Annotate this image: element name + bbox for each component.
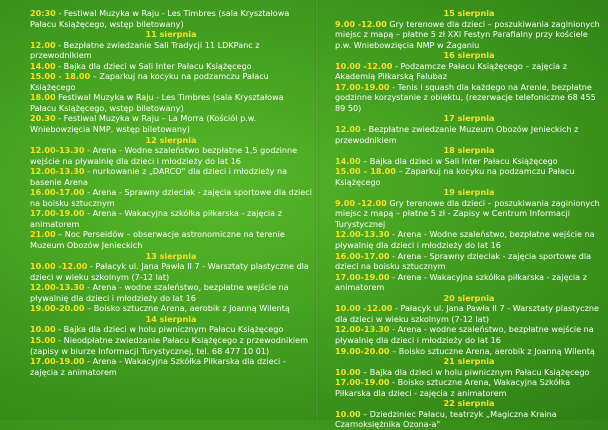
event-description: - nurkowanie z „DARCO" dla dzieci i młodzieży na basenie Arena bbox=[30, 166, 288, 187]
day-heading: 19 sierpnia bbox=[443, 187, 495, 198]
event-entry bbox=[335, 377, 603, 398]
event-time: 9.00 -12.00 bbox=[335, 197, 387, 208]
event-time: 9.00 -12.00 bbox=[335, 18, 387, 29]
event-description: – Noc Perseidów – obserwacje astronomiczne na terenie Muzeum Obozów Jenieckich bbox=[30, 229, 285, 251]
event-time: 12.00 bbox=[30, 39, 56, 50]
event-entry bbox=[30, 40, 312, 61]
event-entry bbox=[30, 113, 312, 134]
event-entry bbox=[335, 198, 603, 230]
event-time: 16.00-17.00 bbox=[30, 187, 85, 198]
event-description: - Bezpłatne zwiedzanie Sali Tradycji 11 LDKPanc z przewodnikiem bbox=[30, 39, 260, 61]
event-entry bbox=[335, 82, 603, 114]
event-time: 17.00-19.00 bbox=[335, 81, 390, 92]
event-description: - Arena - Sprawny dzieciak - zajęcia sportowe dla dzieci na boisku sztucznym bbox=[335, 250, 592, 272]
event-description: - Arena - Wakacyjna szkółka piłkarska - zajęcia z animatorem bbox=[30, 208, 282, 229]
event-time: 10.00 -12.00 bbox=[30, 261, 88, 272]
event-time: 14.00 bbox=[335, 155, 361, 166]
event-entry bbox=[335, 61, 603, 82]
event-time: 17.00-19.00 bbox=[30, 356, 85, 367]
event-entry bbox=[335, 19, 603, 51]
event-time: 19.00-20.00 bbox=[30, 303, 85, 314]
event-description: Gry terenowe dla dzieci – poszukiwania zaginionych miejsc z mapą – płatne 5 zł - Zapisy w Centrum Informacji Turystycznej bbox=[335, 197, 600, 229]
event-description: – Boisko sztuczne Arena, aerobik z Joanną Wilentą bbox=[389, 345, 595, 356]
event-entry bbox=[30, 282, 312, 303]
event-entry bbox=[30, 145, 312, 166]
event-entry bbox=[30, 324, 312, 335]
event-description: - Bajka dla dzieci w Sali Inter Pałacu Książęcego bbox=[55, 60, 252, 71]
event-entry bbox=[30, 8, 312, 29]
event-entry bbox=[30, 187, 312, 208]
day-heading: 14 sierpnia bbox=[145, 313, 197, 324]
event-description: - Podzamcze Pałacu Książęcego – zajęcia z Akademią Piłkarską Falubaz bbox=[335, 60, 567, 82]
event-entry bbox=[30, 335, 312, 356]
event-description: - Nieodpłatne zwiedzanie Pałacu Książęcego z przewodnikiem (zapisy w biurze Informacji Turystycznej, tel. 68 477 10 01) bbox=[30, 334, 309, 356]
event-time: 10.00 -12.00 bbox=[335, 303, 393, 314]
event-description: - Bezpłatne zwiedzanie Muzeum Obozów Jenieckich z przewodnikiem bbox=[335, 124, 579, 145]
event-entry bbox=[30, 303, 312, 314]
event-entry bbox=[30, 261, 312, 282]
event-description: - Arena - Wakacyjna Szkółka Piłkarska dla dzieci - zajęcia z animatorem bbox=[30, 356, 286, 377]
day-heading: 20 sierpnia bbox=[443, 292, 495, 303]
day-heading: 12 sierpnia bbox=[145, 134, 197, 145]
event-entry bbox=[30, 208, 312, 229]
event-time: 16.00-17.00 bbox=[335, 250, 390, 261]
event-description: – Zaparkuj na kocyku na podzamczu Pałacu Książęcego bbox=[335, 166, 575, 187]
event-entry bbox=[30, 356, 312, 377]
event-entry bbox=[335, 346, 603, 357]
event-entry bbox=[30, 229, 312, 250]
event-entry bbox=[335, 156, 603, 167]
event-time: 12.00-13.30 bbox=[335, 324, 390, 335]
event-time: 14.00 bbox=[30, 60, 56, 71]
event-time: 17.00-19.00 bbox=[30, 208, 85, 219]
event-description: - Festiwal Muzyka w Raju – La Morra (Kościół p.w. Wniebowzięcia NMP, wstęp biletowany) bbox=[30, 113, 257, 135]
event-description: - Arena - Sprawny dzieciak - zajęcia sportowe dla dzieci na boisku sztucznym bbox=[30, 187, 312, 208]
event-time: 10.00 -12.00 bbox=[335, 60, 393, 71]
event-time: 17.00-19.00 bbox=[335, 377, 390, 388]
event-entry bbox=[335, 303, 603, 324]
event-description: – Bajka dla dzieci w holu piwnicznym Pałacu Książęcego bbox=[360, 366, 590, 377]
day-heading: 17 sierpnia bbox=[443, 113, 495, 124]
event-description: - Pałacyk ul. Jana Pawła II 7 - Warsztaty plastyczne dla dzieci w wieku szkolnym (7-12 lat) bbox=[335, 303, 599, 324]
event-time: 19.00-20.00 bbox=[335, 345, 390, 356]
event-time: 12.00-13.30 bbox=[30, 145, 85, 156]
page-fold-divider bbox=[315, 0, 319, 420]
event-time: 15.00 – 18.00 bbox=[335, 166, 396, 177]
event-entry bbox=[335, 166, 603, 187]
event-time: 10.00 bbox=[30, 324, 56, 335]
event-entry bbox=[335, 409, 603, 430]
event-description: - Festiwal Muzyka w Raju - Les Timbres (sala Kryształowa Pałacu Książęcego, wstęp biletowany) bbox=[30, 8, 290, 29]
event-description: - Arena - Wodne szaleństwo, bezpłatne wejście na pływalnię dla dzieci i młodzieży do lat 16 bbox=[335, 229, 595, 251]
day-heading: 22 sierpnia bbox=[443, 398, 495, 409]
event-description: – Zaparkuj na kocyku na podzamczu Pałacu Książęcego bbox=[30, 71, 269, 92]
event-time: 12.00 bbox=[335, 124, 361, 135]
event-entry bbox=[335, 124, 603, 145]
event-entry bbox=[30, 166, 312, 187]
event-description: - Tenis i squash dla każdego na Arenie, bezpłatne godzinne korzystanie z obiektu, (rezerwacje telefoniczne 68 455 89 50) bbox=[335, 81, 596, 113]
event-description: – Bajka dla dzieci w Sali Inter Pałacu Książęcego bbox=[360, 155, 558, 166]
event-time: 21.00 bbox=[30, 229, 56, 240]
day-heading: 13 sierpnia bbox=[145, 250, 197, 261]
event-entry bbox=[335, 272, 603, 293]
event-description: - Pałacyk ul. Jana Pawła II 7 - Warsztaty plastyczne dla dzieci w wieku szkolnym (7-12 lat) bbox=[30, 261, 309, 282]
event-description: - Arena - Wakacyjna szkółka piłkarska - zajęcia z animatorem bbox=[335, 271, 587, 293]
event-entry bbox=[335, 367, 603, 378]
day-heading: 18 sierpnia bbox=[443, 145, 495, 156]
event-time: 10.00 bbox=[335, 408, 361, 419]
day-heading: 11 sierpnia bbox=[145, 29, 197, 40]
event-description: - Arena - Wodne szaleństwo bezpłatne 1,5 godzinne wejście na pływalnię dla dzieci i młodzieży do lat 16 bbox=[30, 145, 298, 166]
day-heading: 21 sierpnia bbox=[443, 356, 495, 367]
day-heading: 15 sierpnia bbox=[443, 8, 495, 18]
event-time: 12.00-13.30 bbox=[30, 282, 85, 293]
event-entry bbox=[30, 71, 312, 92]
event-time: 15.00 - 18.00 bbox=[30, 71, 91, 82]
event-time: 20:30 bbox=[30, 8, 56, 18]
event-description: Festiwal Muzyka w Raju - Les Timbres (sala Kryształowa Pałacu Książęcego, wstęp biletowany) bbox=[30, 92, 284, 113]
event-time: 12.00-13.30 bbox=[335, 229, 390, 240]
event-entry bbox=[30, 92, 312, 113]
event-entry bbox=[30, 61, 312, 72]
event-time: 15.00 bbox=[30, 334, 56, 345]
event-time: 17.00-19.00 bbox=[335, 271, 390, 282]
event-description: Gry terenowe dla dzieci – poszukiwania zaginionych miejsc z mapą – płatne 5 zł XXI Festyn Parafialny przy kościele p.w. Wniebowzięcia NMP w Żaganiu bbox=[335, 18, 600, 50]
event-time: 18.00 bbox=[30, 92, 56, 103]
schedule-column-left bbox=[30, 8, 312, 377]
event-description: - Boisko sztuczne Arena, Wakacyjna Szkółka Piłkarska dla dzieci - zajęcia z animatorem bbox=[335, 377, 571, 398]
event-description: - Bajka dla dzieci w holu piwnicznym Pałacu Książęcego bbox=[55, 324, 284, 335]
event-time: 12.00-13.30 bbox=[30, 166, 85, 177]
event-time: 20.30 bbox=[30, 113, 56, 124]
event-description: – Boisko sztuczne Arena, aerobik z Joanną Wilentą bbox=[84, 303, 290, 314]
event-time: 10.00 bbox=[335, 366, 361, 377]
schedule-column-right bbox=[335, 8, 603, 430]
event-entry bbox=[335, 251, 603, 272]
event-description: - Arena - wodne szaleństwo, bezpłatne wejście na pływalnię dla dzieci i młodzieży do lat 16 bbox=[30, 282, 289, 303]
event-entry bbox=[335, 229, 603, 250]
event-entry bbox=[335, 324, 603, 345]
event-description: - Arena - wodne szaleństwo, bezpłatne wejście na pływalnię dla dzieci i młodzieży do lat 16 bbox=[335, 324, 594, 345]
day-heading: 16 sierpnia bbox=[443, 50, 495, 61]
event-description: – Dziedziniec Pałacu, teatrzyk „Magiczna Kraina Czarnoksiężnika Ozona-a" bbox=[335, 408, 557, 430]
